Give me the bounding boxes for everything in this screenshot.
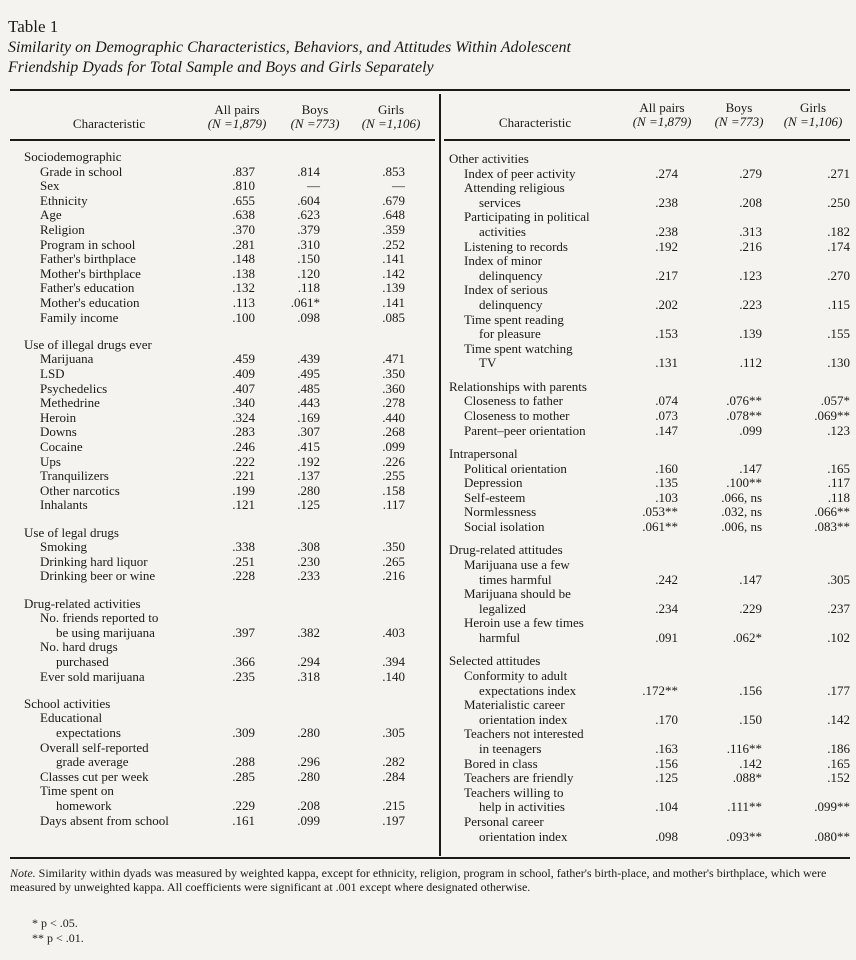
row-label: Classes cut per week	[40, 768, 149, 784]
cell-girls: .141	[382, 251, 405, 267]
cell-girls: .226	[382, 453, 405, 469]
cell-girls: .174	[827, 238, 850, 254]
cell-girls: .679	[382, 192, 405, 208]
cell-all-pairs: .148	[232, 251, 255, 267]
cell-girls: .083**	[814, 519, 850, 534]
left-header-boys	[281, 103, 349, 131]
cell-girls: .102	[827, 630, 850, 645]
cell-girls: .394	[382, 654, 405, 669]
row-label: orientation index	[479, 828, 568, 844]
cell-girls: .305	[827, 571, 850, 587]
cell-girls: .305	[382, 725, 405, 740]
cell-boys: .623	[297, 207, 320, 223]
right-header-girls-n: (N =1,106)	[783, 114, 843, 129]
row-label: Bored in class	[464, 755, 538, 771]
table-number: Table 1	[8, 17, 59, 36]
row-label: Cocaine	[40, 439, 83, 454]
row-label: help in activities	[479, 799, 565, 815]
row-label: Heroin	[40, 409, 77, 425]
cell-all-pairs: .397	[232, 624, 255, 640]
left-header-girls-label: Girls	[378, 102, 404, 117]
cell-all-pairs: .235	[232, 668, 255, 684]
row-label: for pleasure	[479, 326, 541, 342]
row-label: homework	[56, 798, 112, 813]
row-label: Index of peer activity	[464, 165, 576, 181]
left-header-boys-label: Boys	[301, 102, 329, 117]
cell-boys: .032, ns	[721, 504, 762, 520]
cell-girls: .165	[827, 460, 850, 476]
row-label: Marijuana use a few	[464, 557, 570, 572]
cell-girls: .403	[382, 624, 405, 640]
cell-all-pairs: .098	[655, 828, 678, 844]
cell-girls: .440	[382, 409, 405, 425]
section-heading: Intrapersonal	[449, 446, 518, 461]
row-label: Time spent reading	[464, 311, 564, 327]
cell-girls: .069**	[814, 408, 850, 423]
cell-all-pairs: .091	[655, 630, 678, 645]
cell-girls: .099**	[814, 799, 850, 815]
left-header-all-pairs	[198, 103, 276, 131]
cell-girls: .250	[827, 194, 850, 210]
row-label: orientation index	[479, 711, 568, 727]
cell-all-pairs: .073	[655, 408, 678, 423]
cell-boys: .280	[297, 725, 320, 740]
row-label: services	[479, 194, 521, 210]
row-label: Attending religious	[464, 180, 565, 196]
cell-boys: .216	[739, 238, 762, 254]
cell-all-pairs: .132	[232, 280, 255, 296]
cell-boys: .150	[297, 251, 320, 267]
cell-boys: .142	[739, 755, 762, 771]
table-title	[8, 38, 848, 78]
cell-boys: .137	[297, 468, 320, 484]
cell-boys: .296	[297, 754, 320, 770]
cell-boys: .061*	[290, 295, 320, 310]
note-label: Note.	[10, 866, 36, 880]
cell-boys: .006, ns	[721, 519, 762, 534]
cell-all-pairs: .103	[655, 489, 678, 505]
cell-boys: .382	[297, 624, 320, 640]
row-label: Drinking hard liquor	[40, 553, 148, 569]
cell-all-pairs: .309	[232, 725, 255, 740]
cell-girls: .140	[382, 668, 405, 684]
cell-girls: —	[392, 178, 405, 194]
cell-all-pairs: .125	[655, 770, 678, 786]
row-label: Participating in political	[464, 209, 590, 225]
cell-girls: .142	[827, 711, 850, 727]
cell-boys: .098	[297, 309, 320, 325]
row-label: activities	[479, 224, 526, 239]
footnote-p05: * p < .05.	[32, 916, 78, 930]
row-label: Grade in school	[40, 163, 123, 179]
row-label: Mother's education	[40, 295, 140, 310]
row-label: in teenagers	[479, 741, 542, 756]
cell-all-pairs: .138	[232, 265, 255, 281]
cell-all-pairs: .160	[655, 460, 678, 476]
row-label: delinquency	[479, 297, 543, 312]
cell-girls: .216	[382, 568, 405, 584]
cell-all-pairs: .810	[232, 178, 255, 194]
row-label: delinquency	[479, 267, 543, 283]
row-label: Age	[40, 207, 62, 223]
cell-all-pairs: .285	[232, 768, 255, 784]
footnote-p01: ** p < .01.	[32, 931, 84, 945]
cell-boys: .604	[297, 192, 320, 208]
table-title-line-2: Friendship Dyads for Total Sample and Boys and Girls Separately	[8, 59, 434, 76]
cell-girls: .182	[827, 224, 850, 239]
cell-all-pairs: .288	[232, 754, 255, 770]
row-label: Marijuana	[40, 351, 94, 367]
right-header-girls	[773, 101, 853, 129]
cell-girls: .158	[382, 482, 405, 498]
cell-girls: .123	[827, 422, 850, 438]
table-note	[10, 866, 848, 894]
section-heading: Use of illegal drugs ever	[24, 336, 152, 352]
cell-boys: .280	[297, 482, 320, 498]
cell-boys: .294	[297, 654, 320, 669]
cell-girls: .270	[827, 267, 850, 283]
row-label: Other narcotics	[40, 482, 120, 498]
cell-boys: .125	[297, 497, 320, 513]
cell-all-pairs: .246	[232, 439, 255, 454]
cell-boys: .169	[297, 409, 320, 425]
row-label: expectations index	[479, 682, 577, 698]
cell-all-pairs: .202	[655, 297, 678, 312]
cell-girls: .282	[382, 754, 405, 770]
cell-all-pairs: .222	[232, 453, 255, 469]
cell-girls: .186	[827, 741, 850, 756]
cell-boys: .120	[297, 265, 320, 281]
cell-all-pairs: .121	[232, 497, 255, 513]
cell-girls: .350	[382, 539, 405, 555]
cell-boys: .123	[739, 267, 762, 283]
cell-boys: .150	[739, 711, 762, 727]
row-label: Teachers not interested	[464, 726, 584, 742]
cell-boys: .439	[297, 351, 320, 367]
cell-girls: .252	[382, 236, 405, 252]
cell-boys: .379	[297, 222, 320, 237]
row-label: Materialistic career	[464, 697, 565, 713]
table-title-line-1: Similarity on Demographic Characteristics, Behaviors, and Attitudes Within Adolescent	[8, 39, 571, 56]
cell-boys: .116**	[726, 741, 762, 756]
cell-boys: .318	[297, 668, 320, 684]
cell-boys: —	[307, 178, 320, 194]
cell-all-pairs: .283	[232, 424, 255, 440]
cell-girls: .265	[382, 553, 405, 569]
top-rule	[10, 89, 850, 91]
cell-girls: .139	[382, 280, 405, 296]
cell-boys: .156	[739, 682, 762, 698]
cell-girls: .165	[827, 755, 850, 771]
cell-boys: .495	[297, 366, 320, 381]
cell-all-pairs: .409	[232, 366, 255, 381]
cell-girls: .099	[382, 439, 405, 454]
cell-all-pairs: .156	[655, 755, 678, 771]
cell-all-pairs: .228	[232, 568, 255, 584]
row-label: Sex	[40, 178, 60, 194]
cell-boys: .099	[739, 422, 762, 438]
left-header-characteristic: Characteristic	[72, 116, 146, 131]
cell-girls: .268	[382, 424, 405, 440]
row-label: Time spent watching	[464, 340, 573, 356]
cell-all-pairs: .221	[232, 468, 255, 484]
cell-girls: .118	[827, 489, 850, 505]
row-label: Normlessness	[464, 504, 537, 520]
row-label: Listening to records	[464, 238, 568, 254]
cell-all-pairs: .837	[232, 163, 255, 179]
cell-all-pairs: .131	[655, 355, 678, 371]
row-label: Time spent on	[40, 783, 114, 799]
cell-all-pairs: .229	[232, 798, 255, 813]
right-header-all-pairs-label: All pairs	[639, 100, 685, 115]
cell-boys: .485	[297, 380, 320, 396]
left-header-all-pairs-label: All pairs	[214, 102, 260, 117]
cell-all-pairs: .238	[655, 224, 678, 239]
cell-boys: .066, ns	[721, 489, 762, 505]
bottom-rule	[10, 857, 850, 859]
cell-all-pairs: .274	[655, 165, 678, 181]
row-label: Methedrine	[40, 395, 100, 411]
row-label: Teachers are friendly	[464, 770, 574, 786]
cell-all-pairs: .217	[655, 267, 678, 283]
row-label: Smoking	[40, 539, 87, 555]
section-heading: Use of legal drugs	[24, 524, 119, 540]
cell-all-pairs: .161	[232, 812, 255, 828]
cell-all-pairs: .172**	[642, 682, 678, 698]
cell-girls: .057*	[820, 393, 850, 409]
cell-girls: .177	[827, 682, 850, 698]
cell-girls: .085	[382, 309, 405, 325]
row-label: Mother's birthplace	[40, 265, 141, 281]
cell-all-pairs: .170	[655, 711, 678, 727]
header-rule-right	[444, 139, 850, 141]
right-header-characteristic: Characteristic	[498, 115, 572, 130]
cell-boys: .230	[297, 553, 320, 569]
cell-all-pairs: .074	[655, 393, 678, 409]
cell-all-pairs: .113	[232, 295, 255, 310]
cell-boys: .310	[297, 236, 320, 252]
row-label: harmful	[479, 630, 521, 645]
cell-all-pairs: .104	[655, 799, 678, 815]
cell-all-pairs: .199	[232, 482, 255, 498]
cell-girls: .141	[382, 295, 405, 310]
cell-boys: .093**	[726, 828, 762, 844]
cell-boys: .147	[739, 460, 762, 476]
row-label: grade average	[56, 754, 129, 770]
row-label: Educational	[40, 710, 103, 726]
row-label: Inhalants	[40, 497, 88, 513]
cell-girls: .284	[382, 768, 405, 784]
section-heading: Drug-related activities	[24, 595, 141, 611]
right-header-boys	[706, 101, 772, 129]
row-label: Index of minor	[464, 253, 542, 269]
left-header-girls	[350, 103, 432, 131]
cell-all-pairs: .238	[655, 194, 678, 210]
cell-all-pairs: .234	[655, 600, 678, 616]
row-label: Teachers willing to	[464, 784, 564, 800]
row-label: No. hard drugs	[40, 639, 118, 655]
cell-boys: .223	[739, 297, 762, 312]
row-label: TV	[479, 355, 497, 371]
section-heading: Sociodemographic	[24, 149, 122, 164]
cell-girls: .853	[382, 163, 405, 179]
right-header-boys-label: Boys	[725, 100, 753, 115]
cell-girls: .080**	[814, 828, 850, 844]
cell-boys: .118	[297, 280, 320, 296]
cell-boys: .229	[739, 600, 762, 616]
cell-boys: .111**	[727, 799, 762, 815]
column-divider	[439, 94, 441, 856]
cell-boys: .088*	[732, 770, 762, 786]
cell-all-pairs: .147	[655, 422, 678, 438]
cell-boys: .099	[297, 812, 320, 828]
row-label: Closeness to father	[464, 393, 563, 409]
row-label: Depression	[464, 475, 523, 491]
cell-boys: .279	[739, 165, 762, 181]
row-label: Social isolation	[464, 519, 545, 534]
cell-girls: .471	[382, 351, 405, 367]
row-label: Self-esteem	[464, 489, 526, 505]
cell-boys: .062*	[732, 630, 762, 645]
row-label: times harmful	[479, 571, 552, 587]
cell-boys: .308	[297, 539, 320, 555]
right-header-boys-n: (N =773)	[714, 114, 764, 129]
row-label: Father's education	[40, 280, 135, 296]
cell-all-pairs: .100	[232, 309, 255, 325]
cell-boys: .415	[297, 439, 320, 454]
row-label: Political orientation	[464, 460, 567, 476]
cell-girls: .115	[827, 297, 850, 312]
row-label: Tranquilizers	[40, 468, 109, 484]
cell-boys: .313	[739, 224, 762, 239]
cell-all-pairs: .338	[232, 539, 255, 555]
cell-girls: .237	[827, 600, 850, 616]
cell-all-pairs: .370	[232, 222, 255, 237]
row-label: Parent–peer orientation	[464, 422, 586, 438]
section-heading: Selected attitudes	[449, 653, 541, 669]
cell-boys: .814	[297, 163, 320, 179]
cell-girls: .197	[382, 812, 405, 828]
row-label: Downs	[40, 424, 77, 440]
cell-boys: .192	[297, 453, 320, 469]
cell-all-pairs: .340	[232, 395, 255, 411]
cell-all-pairs: .061**	[642, 519, 678, 534]
row-label: Days absent from school	[40, 812, 169, 828]
cell-girls: .271	[827, 165, 850, 181]
row-label: purchased	[56, 654, 109, 669]
row-label: Ever sold marijuana	[40, 668, 145, 684]
row-label: Closeness to mother	[464, 408, 570, 423]
cell-all-pairs: .638	[232, 207, 255, 223]
right-header-all-pairs-n: (N =1,879)	[632, 114, 692, 129]
cell-all-pairs: .153	[655, 326, 678, 342]
left-header-all-pairs-n: (N =1,879)	[207, 116, 267, 131]
row-label: Family income	[40, 309, 119, 325]
cell-boys: .147	[739, 571, 762, 587]
cell-boys: .208	[297, 798, 320, 813]
cell-girls: .255	[382, 468, 405, 484]
row-label: Psychedelics	[40, 380, 108, 396]
row-label: Program in school	[40, 236, 136, 252]
left-header-girls-n: (N =1,106)	[361, 116, 421, 131]
cell-girls: .142	[382, 265, 405, 281]
cell-girls: .350	[382, 366, 405, 381]
cell-boys: .307	[297, 424, 320, 440]
row-label: legalized	[479, 600, 526, 616]
section-heading: Drug-related attitudes	[449, 542, 563, 558]
row-label: LSD	[40, 366, 65, 381]
cell-boys: .280	[297, 768, 320, 784]
row-label: Ups	[40, 453, 61, 469]
cell-girls: .648	[382, 207, 405, 223]
cell-boys: .139	[739, 326, 762, 342]
row-label: Conformity to adult	[464, 668, 568, 683]
cell-boys: .078**	[726, 408, 762, 423]
cell-girls: .215	[382, 798, 405, 813]
cell-boys: .443	[297, 395, 320, 411]
cell-girls: .359	[382, 222, 405, 237]
cell-boys: .208	[739, 194, 762, 210]
row-label: Drinking beer or wine	[40, 568, 156, 584]
cell-girls: .066**	[814, 504, 850, 520]
cell-girls: .360	[382, 380, 405, 396]
row-label: Index of serious	[464, 282, 548, 298]
cell-girls: .117	[382, 497, 405, 513]
cell-all-pairs: .655	[232, 192, 255, 208]
cell-girls: .152	[827, 770, 850, 786]
cell-all-pairs: .192	[655, 238, 678, 254]
cell-girls: .130	[827, 355, 850, 371]
right-header-girls-label: Girls	[800, 100, 826, 115]
row-label: No. friends reported to	[40, 610, 159, 626]
cell-all-pairs: .459	[232, 351, 255, 367]
cell-all-pairs: .135	[655, 475, 678, 491]
row-label: Overall self-reported	[40, 739, 149, 755]
cell-girls: .278	[382, 395, 405, 411]
row-label: Marijuana should be	[464, 586, 571, 602]
row-label: expectations	[56, 725, 121, 740]
header-rule-left	[10, 139, 435, 141]
section-heading: Relationships with parents	[449, 378, 587, 394]
cell-boys: .112	[739, 355, 762, 371]
cell-boys: .100**	[726, 475, 762, 491]
cell-all-pairs: .251	[232, 553, 255, 569]
cell-all-pairs: .407	[232, 380, 255, 396]
cell-all-pairs: .242	[655, 571, 678, 587]
cell-all-pairs: .053**	[642, 504, 678, 520]
note-text: Similarity within dyads was measured by weighted kappa, except for ethnicity, religion, program in school, father's birth-place, and mother's birthplace, which were measured by unweighted kappa. All coefficients were significant at .001 except where designated otherwise.	[10, 866, 827, 895]
cell-all-pairs: .324	[232, 409, 255, 425]
cell-all-pairs: .366	[232, 654, 255, 669]
row-label: be using marijuana	[56, 624, 155, 640]
row-label: Ethnicity	[40, 192, 88, 208]
row-label: Religion	[40, 222, 85, 237]
cell-boys: .076**	[726, 393, 762, 409]
cell-girls: .117	[827, 475, 850, 491]
cell-all-pairs: .163	[655, 741, 678, 756]
row-label: Heroin use a few times	[464, 615, 584, 631]
section-heading: School activities	[24, 695, 111, 711]
left-header-boys-n: (N =773)	[290, 116, 340, 131]
right-header-all-pairs	[623, 101, 701, 129]
section-heading: Other activities	[449, 151, 529, 166]
row-label: Father's birthplace	[40, 251, 136, 267]
cell-all-pairs: .281	[232, 236, 255, 252]
cell-boys: .233	[297, 568, 320, 584]
cell-girls: .155	[827, 326, 850, 342]
row-label: Personal career	[464, 814, 544, 829]
